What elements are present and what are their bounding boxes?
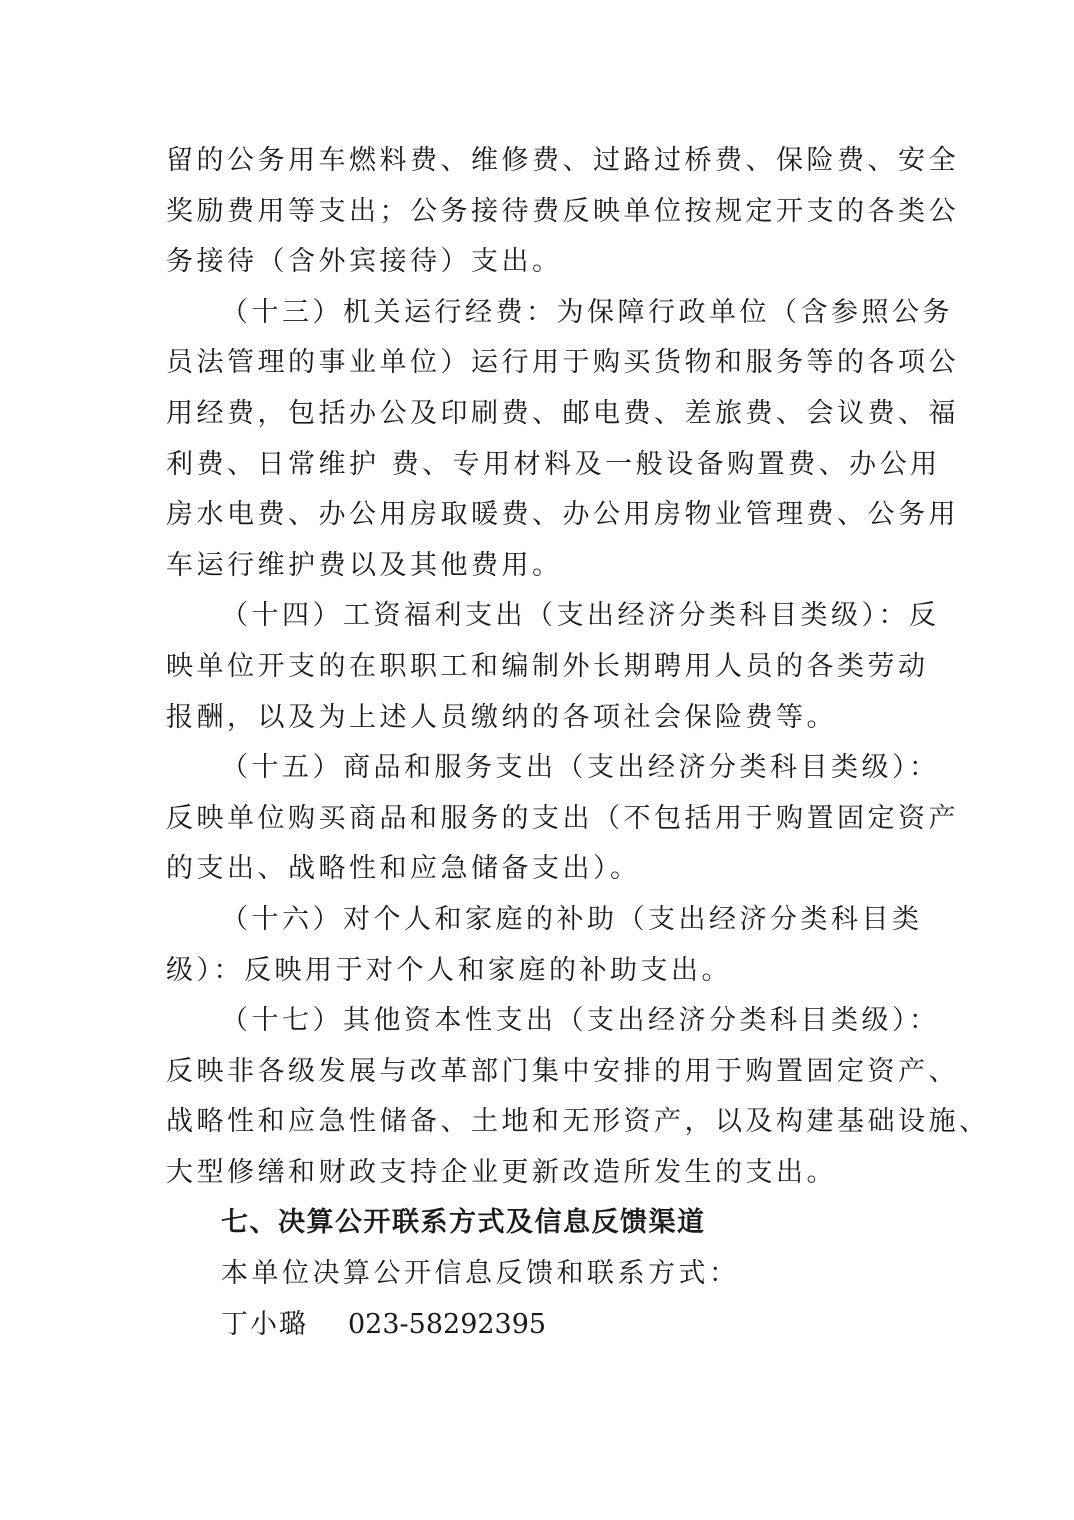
text-line: 留的公务用车燃料费、维修费、过路过桥费、保险费、安全 bbox=[166, 145, 959, 176]
text-line: 反映非各级发展与改革部门集中安排的用于购置固定资产、 bbox=[166, 1055, 959, 1087]
text-line: 利费、日常维护 费、专用材料及一般设备购置费、办公用 bbox=[166, 448, 941, 480]
contact-name: 丁小璐 bbox=[221, 1308, 308, 1340]
text-line: 报酬，以及为上述人员缴纳的各项社会保险费等。 bbox=[166, 701, 837, 733]
text-line: 房水电费、办公用房取暖费、办公用房物业管理费、公务用 bbox=[166, 499, 959, 531]
contact-phone: 023-58292395 bbox=[348, 1308, 547, 1340]
item-14-first-line: （十四）工资福利支出（支出经济分类科目类级）：反 bbox=[221, 600, 940, 632]
text-line: 奖励费用等支出；公务接待费反映单位按规定开支的各类公 bbox=[166, 195, 959, 227]
text-line: 车运行维护费以及其他费用。 bbox=[166, 549, 563, 581]
text-line: 级）：反映用于对个人和家庭的补助支出。 bbox=[166, 954, 732, 986]
document-page bbox=[166, 136, 990, 1350]
text-line: 的支出、战略性和应急储备支出）。 bbox=[166, 853, 641, 885]
text-line: 用经费，包括办公及印刷费、邮电费、差旅费、会议费、福 bbox=[166, 397, 959, 429]
text-line: 映单位开支的在职职工和编制外长期聘用人员的各类劳动 bbox=[166, 650, 929, 682]
text-line: 务接待（含外宾接待）支出。 bbox=[166, 246, 563, 278]
item-17-first-line: （十七）其他资本性支出（支出经济分类科目类级）： bbox=[221, 1005, 940, 1037]
contact-line bbox=[166, 1300, 916, 1351]
text-line: 员法管理的事业单位）运行用于购买货物和服务等的各项公 bbox=[166, 347, 959, 379]
text-line: 大型修缮和财政支持企业更新改造所发生的支出。 bbox=[166, 1156, 837, 1188]
item-15-first-line: （十五）商品和服务支出（支出经济分类科目类级）： bbox=[221, 752, 940, 784]
text-line: 战略性和应急性储备、土地和无形资产，以及构建基础设施、 bbox=[166, 1106, 990, 1138]
contact-intro: 本单位决算公开信息反馈和联系方式： bbox=[221, 1258, 740, 1290]
text-line: 反映单位购买商品和服务的支出（不包括用于购置固定资产 bbox=[166, 802, 959, 834]
section-heading: 七、决算公开联系方式及信息反馈渠道 bbox=[221, 1207, 706, 1239]
item-16-first-line: （十六）对个人和家庭的补助（支出经济分类科目类 bbox=[221, 903, 923, 935]
item-13-first-line: （十三）机关运行经费：为保障行政单位（含参照公务 bbox=[221, 296, 953, 328]
